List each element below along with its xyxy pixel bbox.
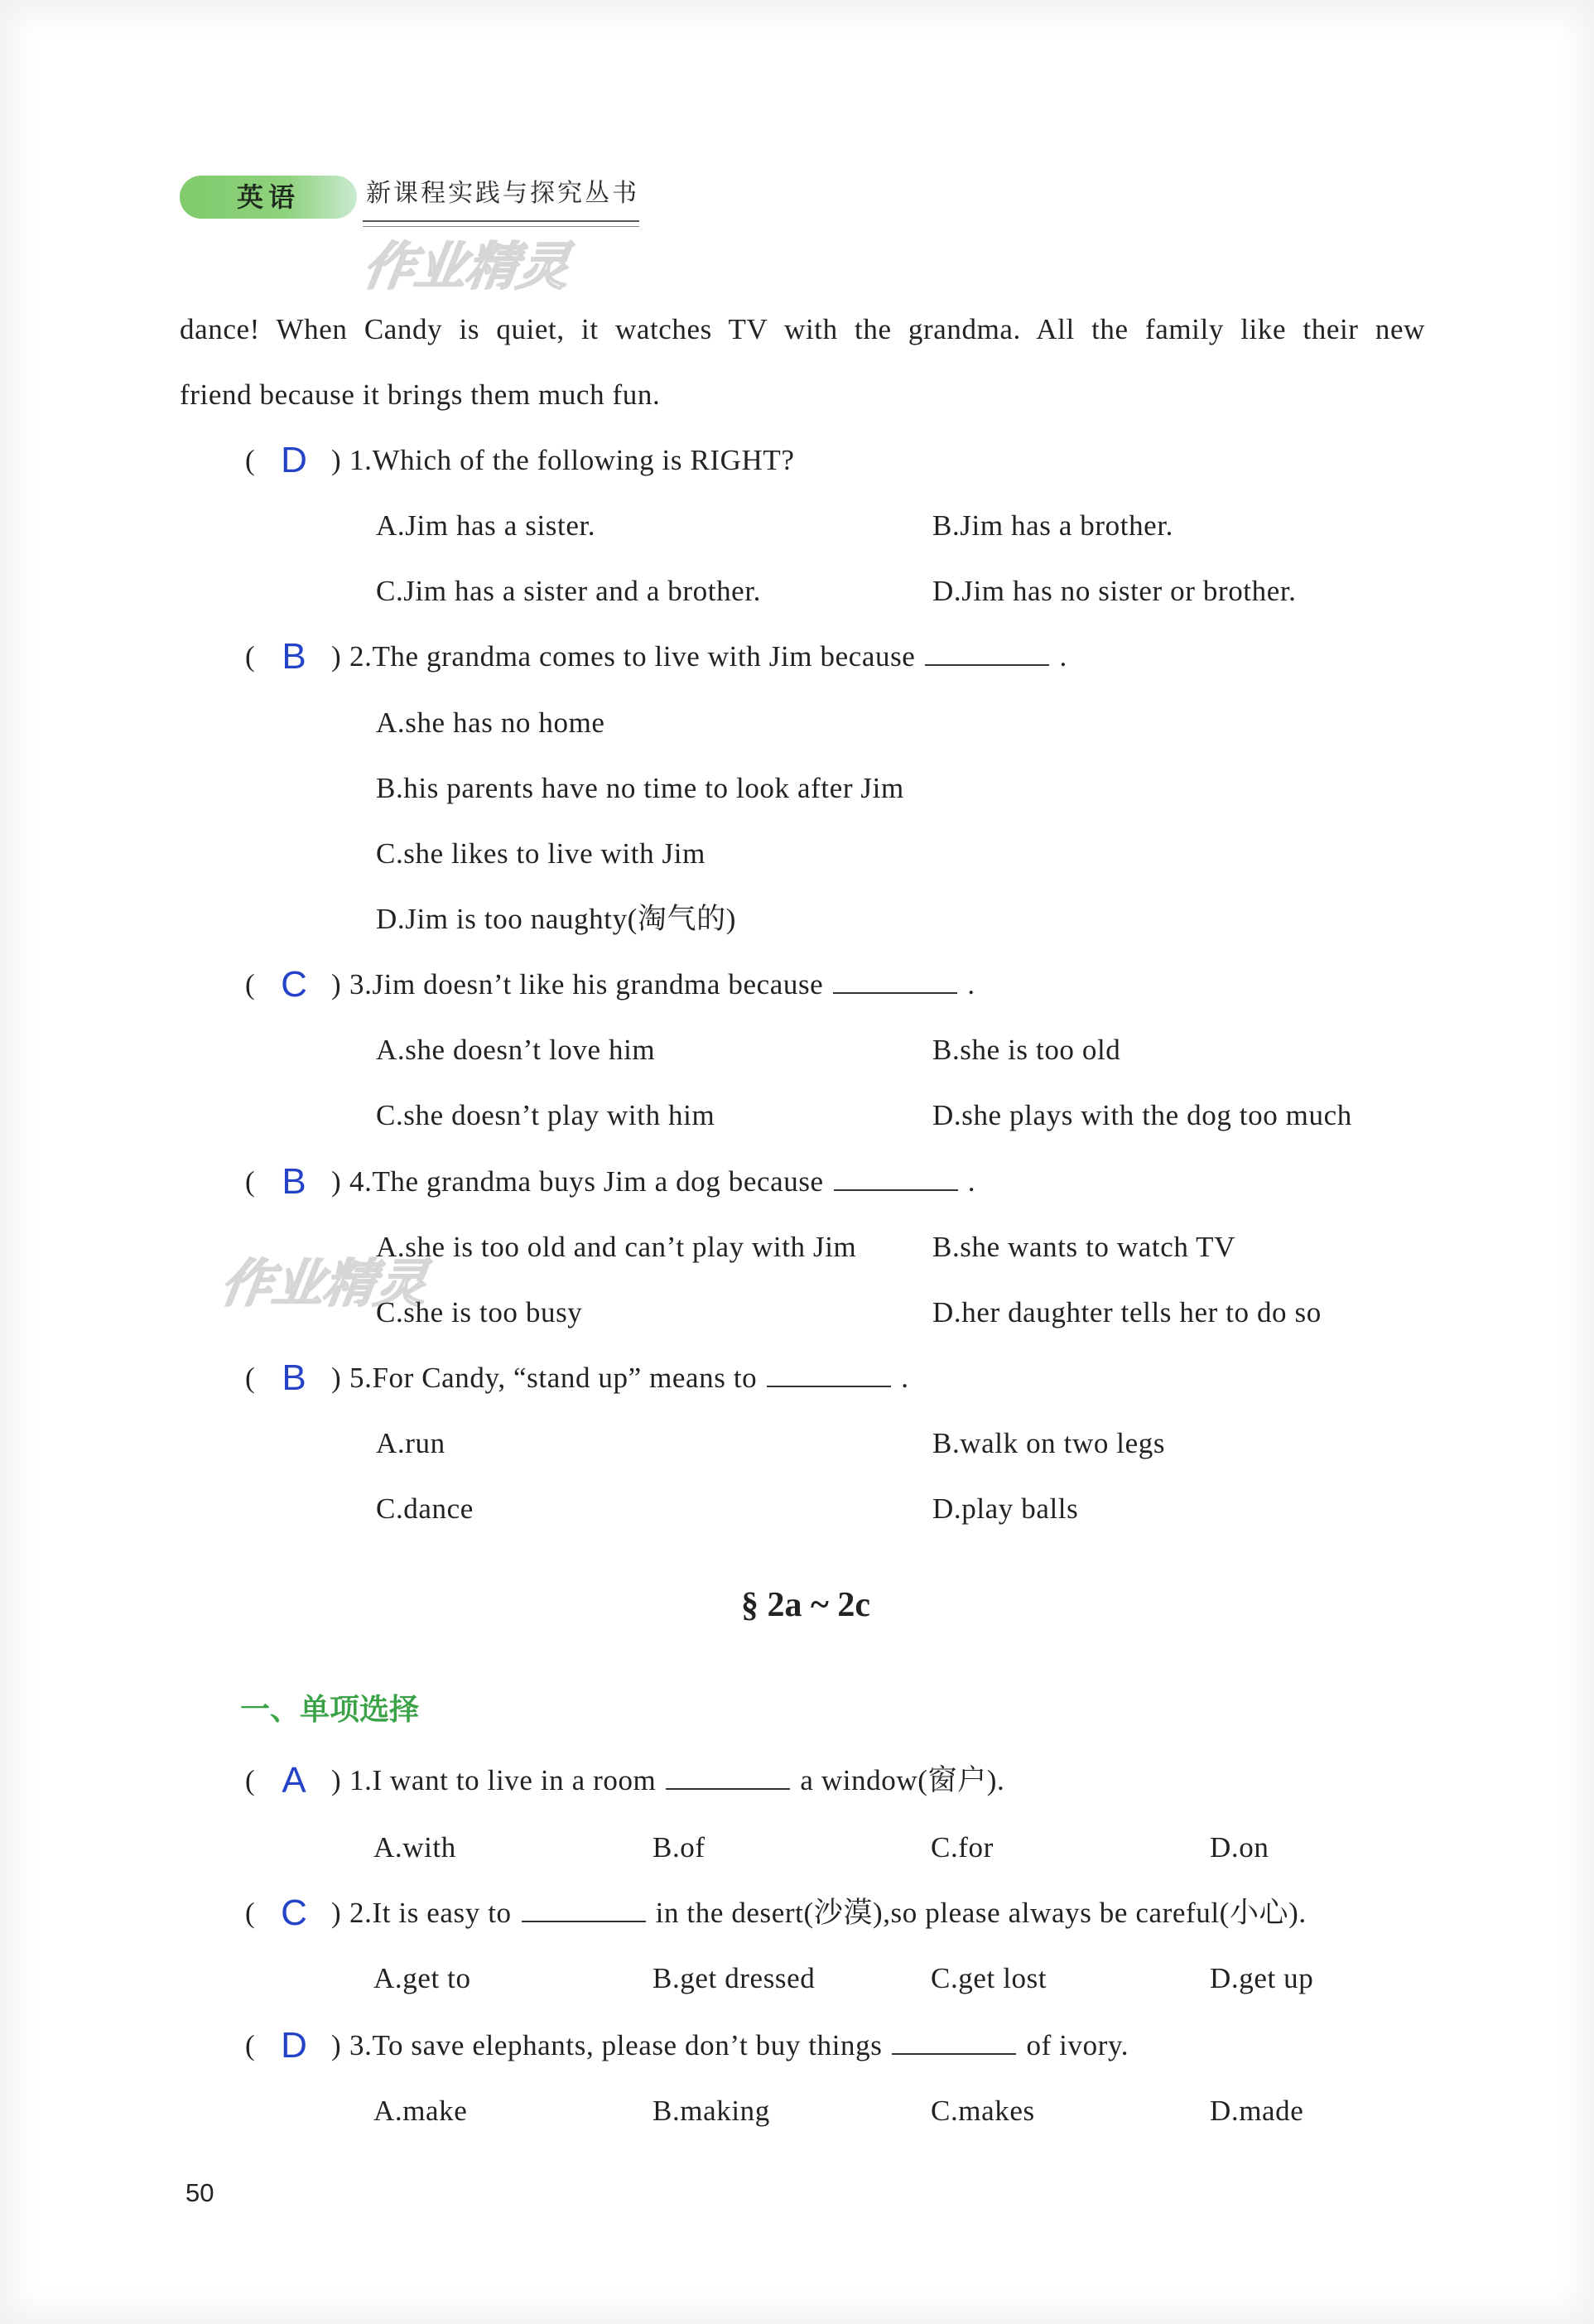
option-b: B.she wants to watch TV [932, 1231, 1236, 1263]
paren-open: ( [245, 1764, 256, 1796]
stem-text-after: a window(窗户). [800, 1764, 1005, 1796]
paren-close: ) [331, 968, 342, 1000]
question-row [0, 440, 1594, 481]
option-d: D.Jim is too naughty(淘气的) [376, 903, 736, 935]
paren-close: ) [331, 640, 342, 673]
stem-text: 2.The grandma comes to live with Jim because [349, 640, 916, 673]
option-b: B.making [653, 2095, 770, 2127]
paren-close: ) [331, 2029, 342, 2061]
paren-close: ) [331, 1362, 342, 1394]
option-c: C.dance [376, 1492, 474, 1525]
stem-text: 3.Jim doesn’t like his grandma because [349, 968, 824, 1000]
option-c: C.she is too busy [376, 1296, 583, 1328]
option-b: B.Jim has a brother. [932, 509, 1173, 542]
question-row [0, 2025, 1594, 2066]
option-d: D.play balls [932, 1492, 1079, 1525]
answer-blank [834, 1166, 958, 1191]
option-b: B.get dressed [653, 1962, 816, 1994]
stem-text: 1.Which of the following is RIGHT? [349, 444, 795, 476]
stem-text-after: of ivory. [1026, 2029, 1129, 2061]
passage-line: dance! When Candy is quiet, it watches TV with the grandma. All the family like their new [180, 313, 1425, 345]
paren-open: ( [245, 968, 256, 1000]
option-b: B.his parents have no time to look after Jim [376, 772, 904, 804]
option-d: D.get up [1210, 1962, 1314, 1994]
answer-blank [767, 1362, 891, 1387]
option-a: A.she has no home [376, 706, 605, 739]
option-c: C.Jim has a sister and a brother. [376, 575, 761, 607]
question-stem [349, 1892, 1307, 1934]
option-b: B.walk on two legs [932, 1427, 1166, 1459]
paren-open: ( [245, 1897, 256, 1929]
question-row [0, 1161, 1594, 1203]
question-stem [349, 1760, 1004, 1801]
option-a: A.she is too old and can’t play with Jim [376, 1231, 857, 1263]
option-d: D.on [1210, 1831, 1269, 1864]
option-c: C.for [931, 1831, 994, 1864]
question-row [0, 1892, 1594, 1934]
option-c: C.makes [931, 2095, 1035, 2127]
option-a: A.she doesn’t love him [376, 1034, 656, 1066]
stem-text-after: . [967, 1165, 976, 1198]
answer-letter: C [281, 964, 307, 1005]
paren-open: ( [245, 640, 256, 673]
answer-letter: A [282, 1760, 306, 1801]
stem-text: 2.It is easy to [349, 1897, 512, 1929]
option-a: A.Jim has a sister. [376, 509, 596, 542]
option-a: A.with [373, 1831, 456, 1864]
answer-letter: B [282, 636, 306, 677]
question-row [0, 1357, 1594, 1399]
paren-close: ) [331, 1897, 342, 1929]
option-d: D.her daughter tells her to do so [932, 1296, 1322, 1328]
question-row [0, 964, 1594, 1005]
answer-letter: B [282, 1357, 306, 1398]
paren-open: ( [245, 1165, 256, 1198]
paren-open: ( [245, 444, 256, 476]
watermark-top: 作业精灵 [359, 236, 574, 297]
question-stem [349, 440, 795, 481]
question-row [0, 1760, 1594, 1801]
series-title: 新课程实践与探究丛书 [366, 179, 639, 208]
stem-text: 4.The grandma buys Jim a dog because [349, 1165, 824, 1198]
question-stem [349, 964, 975, 1005]
answer-blank [892, 2030, 1016, 2055]
page-number: 50 [185, 2178, 214, 2207]
option-d: D.she plays with the dog too much [932, 1099, 1352, 1131]
passage-line: friend because it brings them much fun. [180, 378, 661, 411]
answer-blank [925, 641, 1049, 666]
section-title: § 2a ~ 2c [741, 1586, 870, 1624]
option-b: B.of [653, 1831, 706, 1864]
part-title: 一、单项选择 [240, 1693, 420, 1727]
paren-close: ) [331, 1165, 342, 1198]
option-d: D.Jim has no sister or brother. [932, 575, 1297, 607]
answer-letter: D [281, 440, 307, 480]
paren-close: ) [331, 444, 342, 476]
option-c: C.she likes to live with Jim [376, 837, 706, 870]
stem-text-after: in the desert(沙漠),so please always be careful(小心). [655, 1897, 1307, 1929]
watermark-middle: 作业精灵 [217, 1253, 431, 1314]
answer-letter: B [282, 1161, 306, 1202]
stem-text-after: . [901, 1362, 909, 1394]
paren-open: ( [245, 2029, 256, 2061]
stem-text: 1.I want to live in a room [349, 1764, 657, 1796]
answer-letter: D [281, 2025, 307, 2066]
question-stem [349, 1161, 975, 1203]
option-c: C.get lost [931, 1962, 1047, 1994]
header-rule [363, 220, 639, 222]
question-row [0, 636, 1594, 677]
answer-letter: C [281, 1892, 307, 1933]
stem-text-after: . [1059, 640, 1067, 673]
question-stem [349, 636, 1067, 677]
paren-open: ( [245, 1362, 256, 1394]
question-stem [349, 2025, 1129, 2066]
question-stem [349, 1357, 909, 1399]
option-a: A.run [376, 1427, 445, 1459]
subject-badge: 英语 [180, 176, 357, 219]
paren-close: ) [331, 1764, 342, 1796]
option-c: C.she doesn’t play with him [376, 1099, 715, 1131]
stem-text: 3.To save elephants, please don’t buy things [349, 2029, 883, 2061]
option-b: B.she is too old [932, 1034, 1121, 1066]
answer-blank [522, 1897, 646, 1922]
answer-blank [666, 1765, 790, 1790]
option-a: A.make [373, 2095, 468, 2127]
stem-text-after: . [967, 968, 975, 1000]
option-a: A.get to [373, 1962, 471, 1994]
option-d: D.made [1210, 2095, 1304, 2127]
answer-blank [833, 969, 957, 994]
stem-text: 5.For Candy, “stand up” means to [349, 1362, 758, 1394]
